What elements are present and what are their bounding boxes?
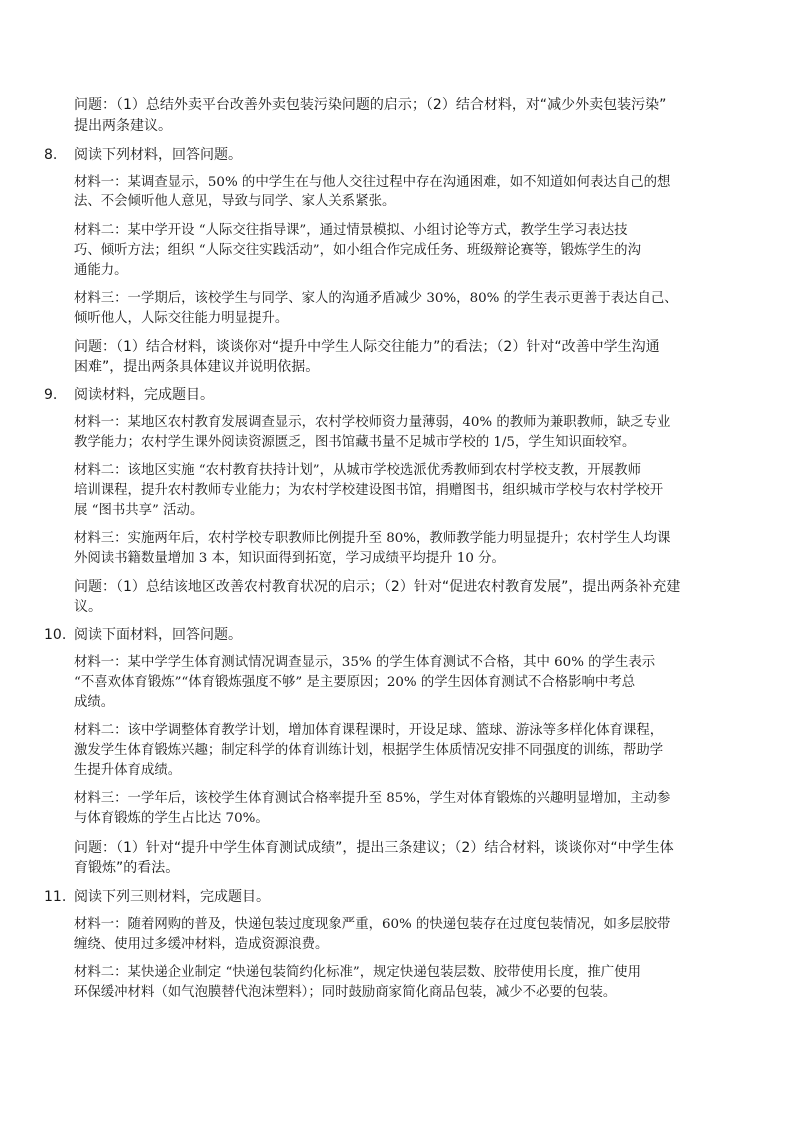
q9-material2-line-1: 材料二：该地区实施 “农村教育扶持计划”，从城市学校选派优秀教师到农村学校支教，开展教师 [74,463,641,478]
q10-material3-line-2: 与体育锻炼的学生占比达 70%。 [74,811,269,826]
q9-material1-line-1: 材料一：某地区农村教育发展调查显示，农村学校师资力量薄弱，40% 的教师为兼职教师，缺乏专业 [74,415,671,430]
q9-title: 阅读材料，完成题目。 [74,387,214,403]
q9-number: 9. [44,387,58,403]
q9-material1-line-2: 教学能力；农村学生课外阅读资源匮乏，图书馆藏书量不足城市学校的 1/5，学生知识面较窄。 [74,435,636,450]
q10-material1-line-1: 材料一：某中学学生体育测试情况调查显示，35% 的学生体育测试不合格，其中 60% 的学生表示 [74,655,656,670]
q8-material2-line-3: 通能力。 [74,263,128,278]
q8-material2-line-2: 巧、倾听方法；组织 “人际交往实践活动”，如小组合作完成任务、班级辩论赛等，锻炼学生的沟 [74,243,641,258]
q9-material2-line-3: 展 “图书共享” 活动。 [74,503,204,518]
q8-number: 8. [44,147,58,163]
q10-title: 阅读下面材料，回答问题。 [74,627,242,643]
q10-material2-line-1: 材料二：该中学调整体育教学计划，增加体育课程课时，开设足球、篮球、游泳等多样化体育课程， [74,723,664,738]
q9-material3-line-2: 外阅读书籍数量增加 3 本，知识面得到拓宽，学习成绩平均提升 10 分。 [74,551,505,566]
q10-question-line-2: 育锻炼”的看法。 [74,860,180,876]
q8-material2-line-1: 材料二：某中学开设 “人际交往指导课”，通过情景模拟、小组讨论等方式，教学生学习表达技 [74,223,628,238]
q10-number: 10. [44,627,67,643]
q11-material1-line-2: 缠绕、使用过多缓冲材料，造成资源浪费。 [74,937,329,952]
q10-material1-line-2: “不喜欢体育锻炼”“体育锻炼强度不够” 是主要原因；20% 的学生因体育测试不合格影响中考总 [74,675,636,690]
q11-material1-line-1: 材料一：随着网购的普及，快递包装过度现象严重，60% 的快递包装存在过度包装情况，如多层胶带 [74,917,671,932]
q8-material3-line-1: 材料三：一学期后，该校学生与同学、家人的沟通矛盾减少 30%，80% 的学生表示更善于表达自己、 [74,291,678,306]
q11-title: 阅读下列三则材料，完成题目。 [74,889,270,905]
q8-material3-line-2: 倾听他人，人际交往能力明显提升。 [74,311,289,326]
q11-number: 11. [44,889,67,905]
q10-material1-line-3: 成绩。 [74,695,115,710]
q10-material2-line-3: 生提升体育成绩。 [74,763,182,778]
q10-question-line-1: 问题：（1）针对“提升中学生体育测试成绩”，提出三条建议；（2）结合材料，谈谈你对“中学生体 [74,840,674,856]
q7-question-line-2: 提出两条建议。 [74,118,172,134]
q9-question-line-1: 问题：（1）总结该地区改善农村教育状况的启示；（2）针对“促进农村教育发展”，提出两条补充建 [74,579,681,595]
q8-question-line-2: 困难”，提出两条具体建议并说明依据。 [74,359,320,375]
q7-question-line-1: 问题：（1）总结外卖平台改善外卖包装污染问题的启示；（2）结合材料，对“减少外卖包装污染” [74,97,667,113]
q8-question-line-1: 问题：（1）结合材料，谈谈你对“提升中学生人际交往能力”的看法；（2）针对“改善中学生沟通 [74,339,660,355]
q9-material3-line-1: 材料三：实施两年后，农村学校专职教师比例提升至 80%，教师教学能力明显提升；农村学生人均课 [74,531,671,546]
q11-material2-line-2: 环保缓冲材料（如气泡膜替代泡沫塑料）；同时鼓励商家简化商品包装，减少不必要的包装。 [74,985,617,1000]
q10-material3-line-1: 材料三：一学年后，该校学生体育测试合格率提升至 85%，学生对体育锻炼的兴趣明显增加，主动参 [74,791,671,806]
q10-material2-line-2: 激发学生体育锻炼兴趣；制定科学的体育训练计划，根据学生体质情况安排不同强度的训练，帮助学 [74,743,664,758]
q8-title: 阅读下列材料，回答问题。 [74,147,242,163]
q9-material2-line-2: 培训课程，提升农村教师专业能力；为农村学校建设图书馆，捐赠图书，组织城市学校与农村学校开 [74,483,664,498]
q9-question-line-2: 议。 [74,599,102,615]
q8-material1-line-2: 法、不会倾听他人意见，导致与同学、家人关系紧张。 [74,194,396,209]
q8-material1-line-1: 材料一：某调查显示，50% 的中学生在与他人交往过程中存在沟通困难，如不知道如何表达自己的想 [74,175,671,190]
q11-material2-line-1: 材料二：某快递企业制定 “快递包装简约化标准”，规定快递包装层数、胶带使用长度，推广使用 [74,965,641,980]
